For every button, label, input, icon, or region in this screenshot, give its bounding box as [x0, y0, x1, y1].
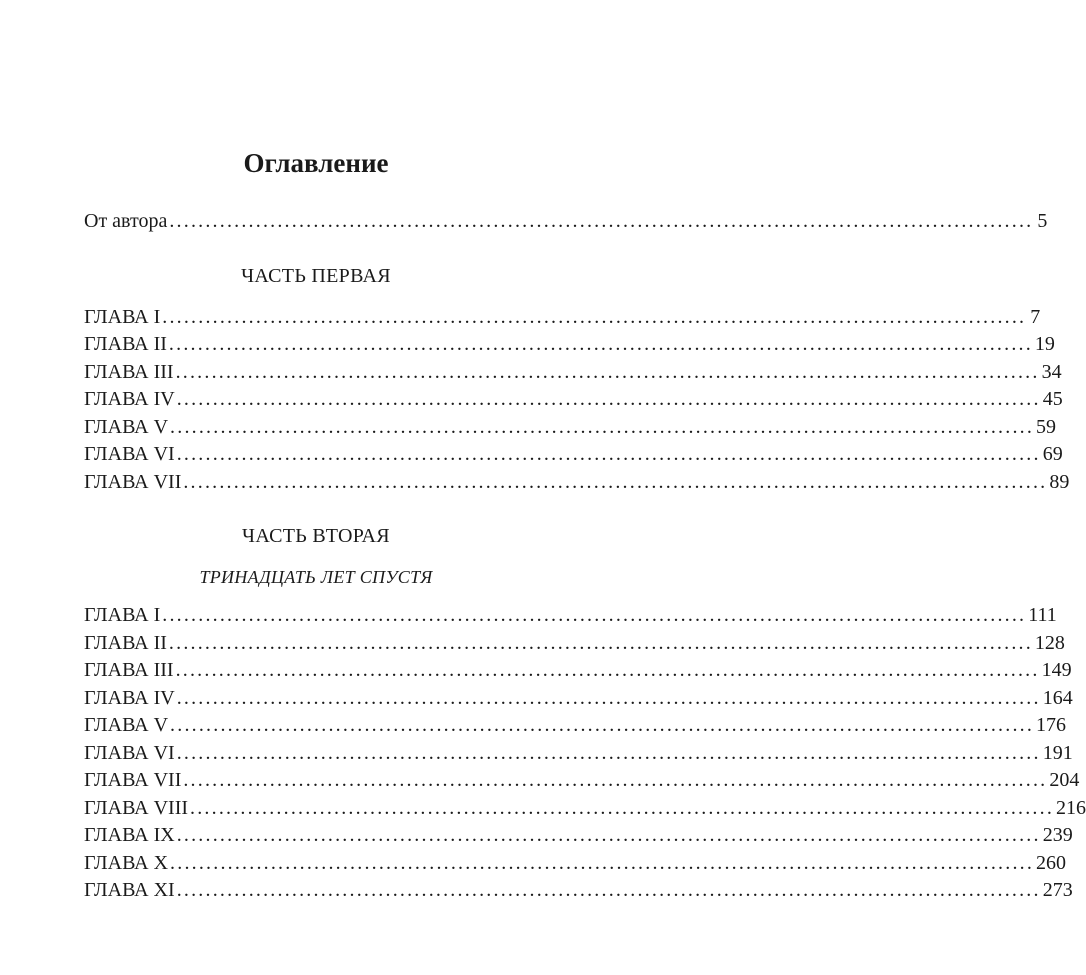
toc-entry-page: 164 — [1042, 687, 1073, 709]
part-one-heading: ЧАСТЬ ПЕРВАЯ — [241, 265, 391, 287]
toc-entry-author[interactable] — [84, 208, 1048, 234]
toc-entry-label: ГЛАВА IX — [84, 824, 175, 846]
toc-entry-label: ГЛАВА VIII — [84, 797, 189, 819]
toc-entry[interactable] — [84, 630, 1065, 656]
toc-entry-page: 59 — [1036, 416, 1057, 438]
toc-entry[interactable] — [84, 850, 1067, 876]
toc-entry[interactable] — [84, 657, 1072, 683]
toc-entry-page: 89 — [1049, 471, 1070, 493]
toc-entry-label: ГЛАВА VI — [84, 443, 175, 465]
toc-entry-page: 149 — [1041, 659, 1072, 681]
toc-entry[interactable] — [84, 304, 1041, 330]
leader-dots: ........................................................................................................................ — [162, 306, 1027, 328]
leader-dots: ........................................................................................................................ — [176, 742, 1041, 764]
leader-dots: ........................................................................................................................ — [176, 443, 1041, 465]
toc-entry-label: ГЛАВА IV — [84, 388, 175, 410]
page-title: Оглавление — [243, 148, 389, 178]
toc-entry[interactable] — [84, 441, 1063, 467]
toc-entry-page: 216 — [1056, 797, 1086, 819]
leader-dots: ........................................................................................................................ — [183, 769, 1048, 791]
toc-entry[interactable] — [84, 877, 1073, 903]
toc-entry[interactable] — [84, 602, 1057, 628]
leader-dots: ........................................................................................................................ — [190, 797, 1055, 819]
leader-dots: ........................................................................................................................ — [162, 604, 1027, 626]
toc-entry[interactable] — [84, 685, 1073, 711]
toc-entry[interactable] — [84, 414, 1057, 440]
leader-dots: ........................................................................................................................ — [170, 416, 1035, 438]
toc-entry[interactable] — [84, 331, 1055, 357]
toc-entry-page: 128 — [1034, 632, 1065, 654]
toc-entry[interactable] — [84, 712, 1067, 738]
toc-entry-page: 176 — [1036, 714, 1067, 736]
toc-entry-page: 34 — [1041, 361, 1062, 383]
toc-entry-page: 45 — [1042, 388, 1063, 410]
toc-entry-label: ГЛАВА VII — [84, 769, 182, 791]
toc-entry-page: 5 — [1037, 210, 1048, 232]
toc-entry-page: 273 — [1042, 879, 1073, 901]
leader-dots: ........................................................................................................................ — [175, 659, 1040, 681]
toc-entry-page: 191 — [1042, 742, 1073, 764]
leader-dots: ........................................................................................................................ — [168, 632, 1033, 654]
toc-entry[interactable] — [84, 822, 1073, 848]
leader-dots: ........................................................................................................................ — [170, 852, 1035, 874]
leader-dots: ........................................................................................................................ — [176, 824, 1041, 846]
toc-entry-label: ГЛАВА III — [84, 659, 174, 681]
toc-entry-label: ГЛАВА II — [84, 333, 167, 355]
toc-entry[interactable] — [84, 469, 1070, 495]
leader-dots: ........................................................................................................................ — [176, 687, 1041, 709]
toc-entry-label: От автора — [84, 210, 168, 232]
leader-dots: ........................................................................................................................ — [176, 388, 1041, 410]
toc-entry-page: 69 — [1042, 443, 1063, 465]
toc-entry-label: ГЛАВА IV — [84, 687, 175, 709]
toc-entry-label: ГЛАВА VII — [84, 471, 182, 493]
toc-entry[interactable] — [84, 359, 1062, 385]
toc-entry[interactable] — [84, 740, 1073, 766]
toc-entry[interactable] — [84, 795, 1086, 821]
toc-entry-label: ГЛАВА II — [84, 632, 167, 654]
toc-entry[interactable] — [84, 767, 1080, 793]
leader-dots: ........................................................................................................................ — [183, 471, 1048, 493]
toc-entry-label: ГЛАВА V — [84, 714, 169, 736]
toc-entry-page: 7 — [1030, 306, 1041, 328]
toc-entry-label: ГЛАВА X — [84, 852, 169, 874]
leader-dots: ........................................................................................................................ — [175, 361, 1040, 383]
toc-entry-page: 260 — [1036, 852, 1067, 874]
leader-dots: ........................................................................................................................ — [168, 333, 1033, 355]
toc-entry-label: ГЛАВА V — [84, 416, 169, 438]
part-two-subtitle: ТРИНАДЦАТЬ ЛЕТ СПУСТЯ — [199, 567, 433, 587]
leader-dots: ........................................................................................................................ — [170, 714, 1035, 736]
toc-entry-label: ГЛАВА I — [84, 306, 161, 328]
toc-entry-page: 204 — [1049, 769, 1080, 791]
toc-entry-label: ГЛАВА III — [84, 361, 174, 383]
part-two-heading: ЧАСТЬ ВТОРАЯ — [242, 525, 390, 547]
toc-entry-label: ГЛАВА I — [84, 604, 161, 626]
toc-entry-page: 19 — [1034, 333, 1055, 355]
leader-dots: ........................................................................................................................ — [169, 210, 1034, 232]
toc-entry[interactable] — [84, 386, 1063, 412]
toc-entry-label: ГЛАВА VI — [84, 742, 175, 764]
toc-entry-page: 111 — [1028, 604, 1057, 626]
toc-entry-label: ГЛАВА XI — [84, 879, 175, 901]
toc-entry-page: 239 — [1042, 824, 1073, 846]
leader-dots: ........................................................................................................................ — [176, 879, 1041, 901]
